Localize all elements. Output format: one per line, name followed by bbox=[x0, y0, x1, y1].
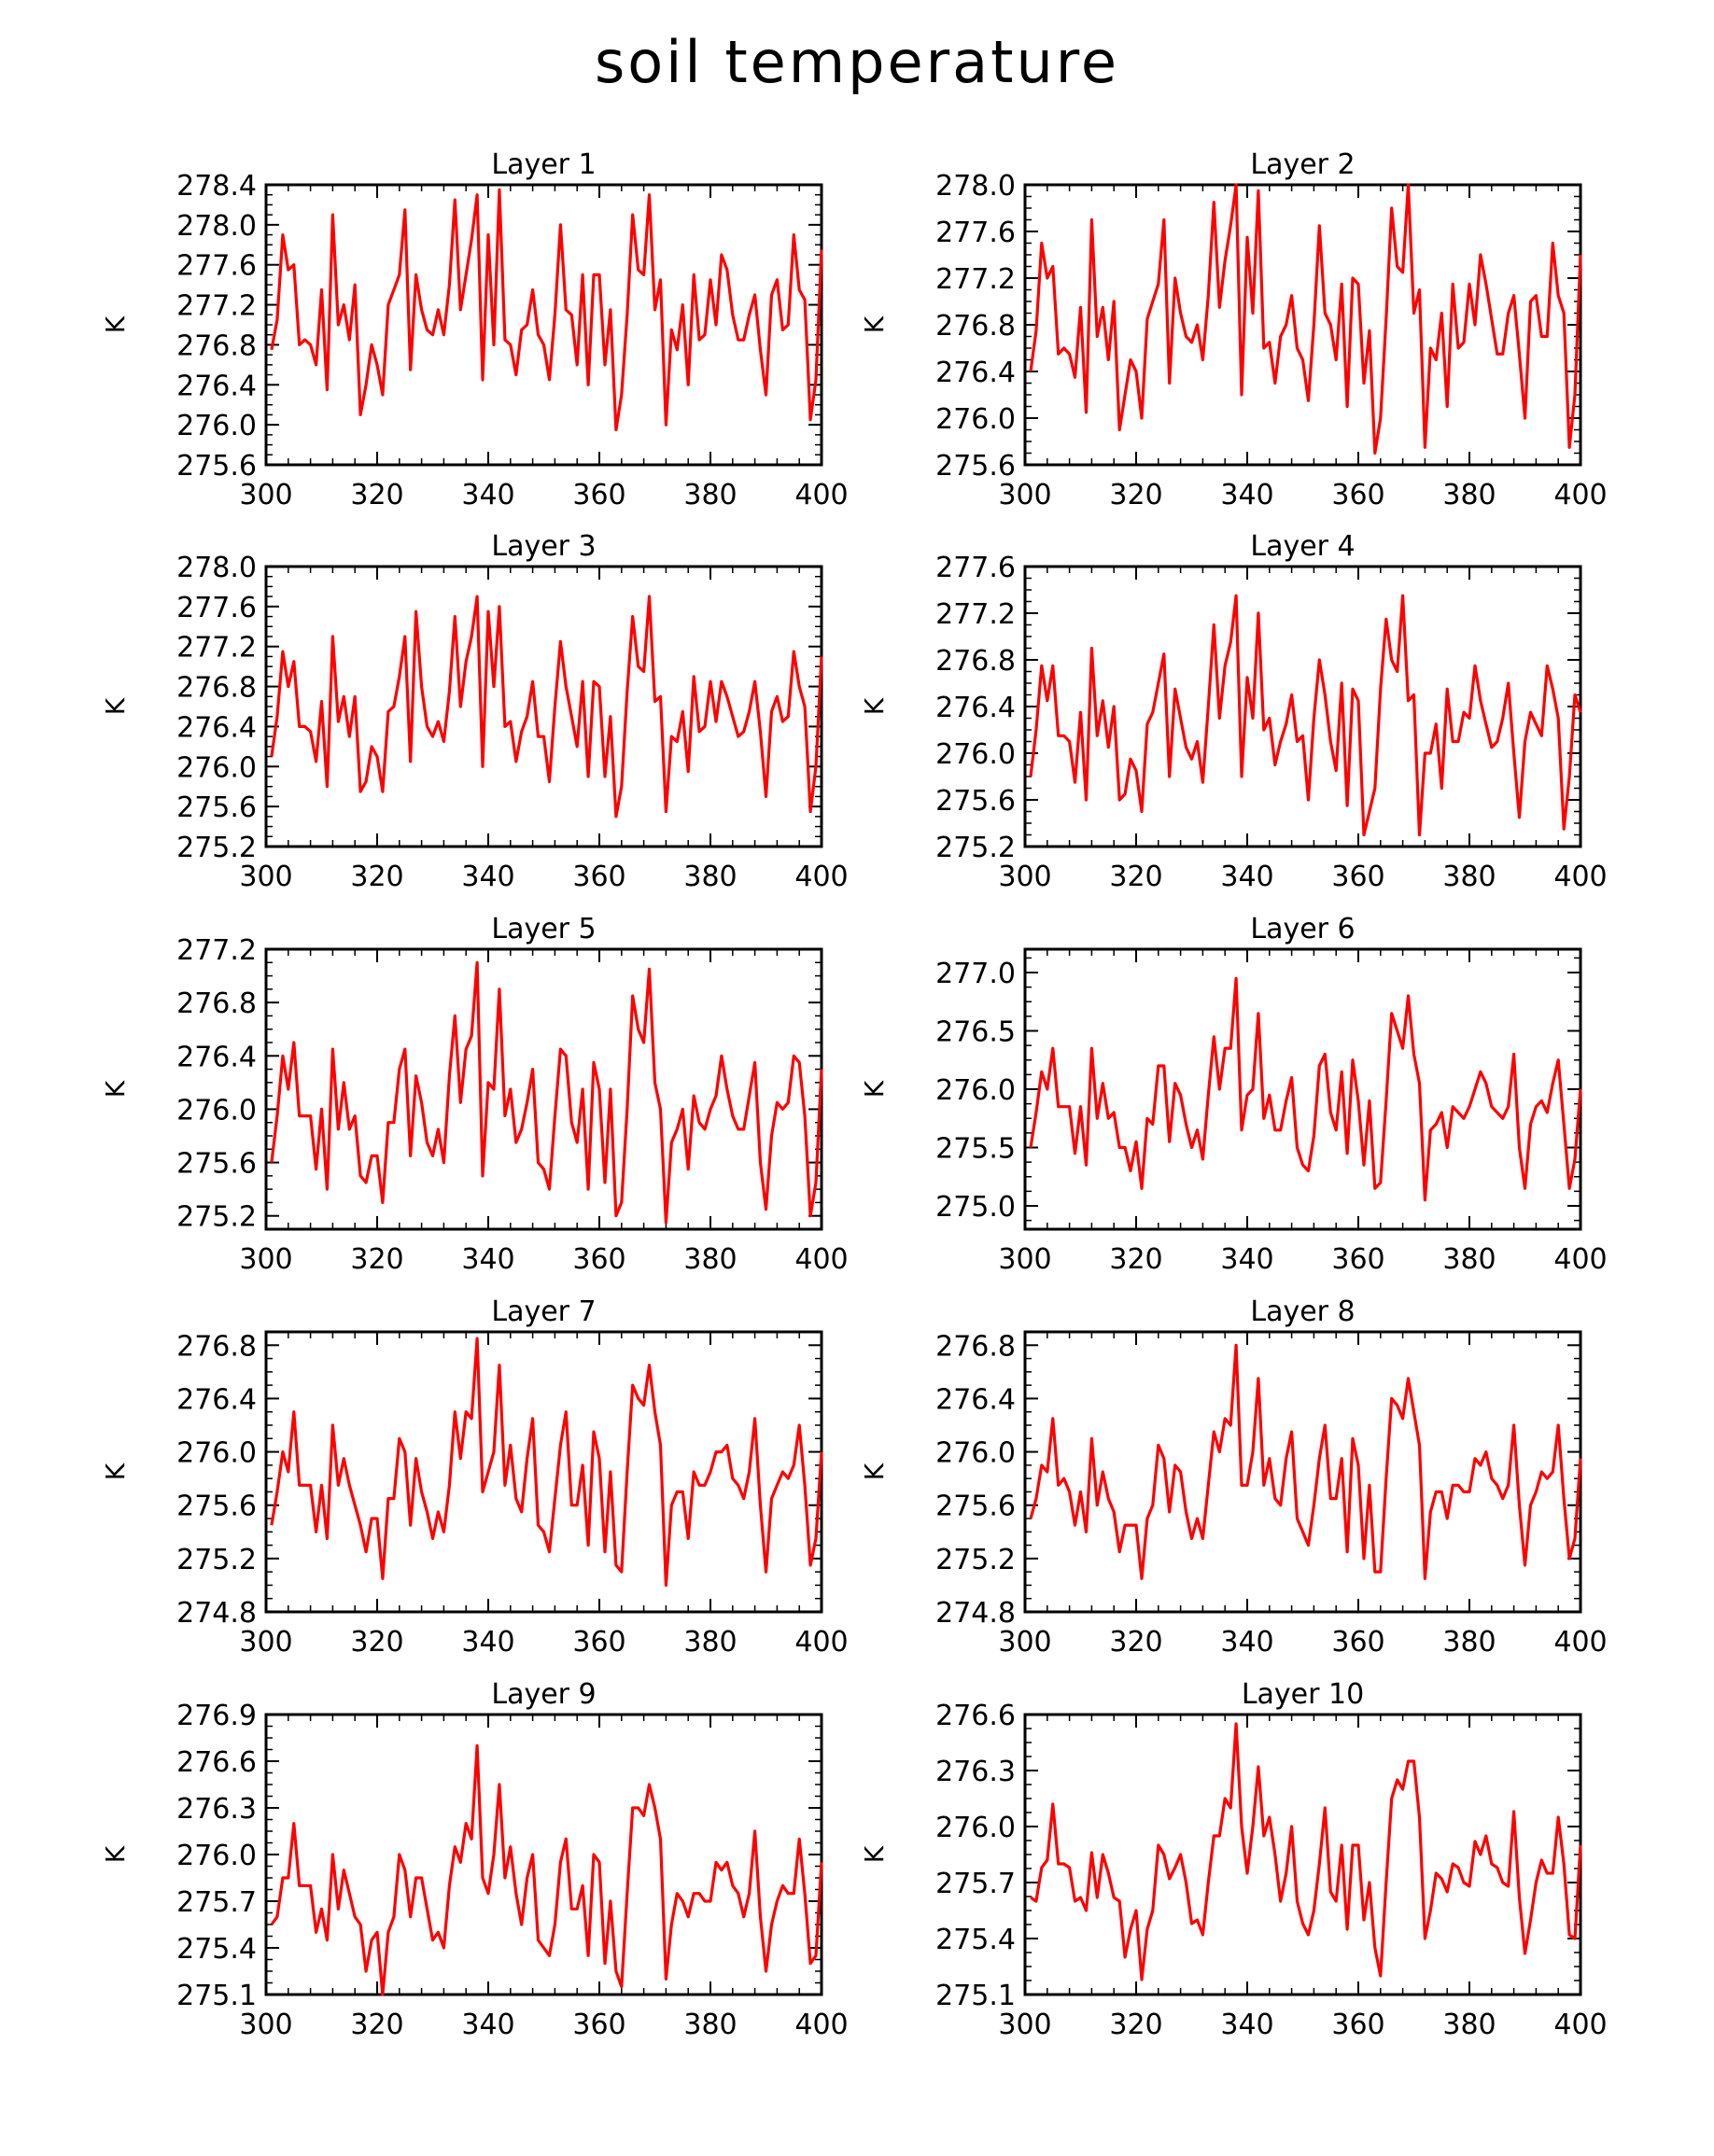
chart-6-xtick-label: 340 bbox=[1220, 1243, 1274, 1276]
chart-1-ytick-label: 278.0 bbox=[176, 209, 257, 243]
chart-3-xtick-label: 380 bbox=[683, 861, 738, 893]
chart-5 bbox=[100, 913, 849, 1276]
chart-7-ytick-label: 276.0 bbox=[176, 1436, 257, 1470]
chart-2-xtick-label: 340 bbox=[1220, 479, 1274, 511]
chart-6-ytick-label: 275.5 bbox=[935, 1132, 1016, 1166]
chart-2-series-line bbox=[1031, 185, 1581, 454]
chart-1-xtick-label: 400 bbox=[794, 479, 849, 511]
chart-5-xtick-label: 340 bbox=[461, 1243, 515, 1276]
chart-7-xtick-label: 400 bbox=[794, 1626, 849, 1659]
chart-10-xtick-label: 360 bbox=[1331, 2009, 1385, 2041]
chart-9-xtick-label: 300 bbox=[239, 2009, 293, 2041]
chart-6-ytick-label: 277.0 bbox=[935, 958, 1016, 990]
chart-3-ytick-label: 278.0 bbox=[176, 552, 257, 584]
chart-3-ytick-label: 277.2 bbox=[176, 631, 257, 665]
chart-7-xtick-label: 320 bbox=[350, 1626, 404, 1659]
chart-5-ytick-label: 275.2 bbox=[176, 1200, 257, 1234]
chart-9-xtick-label: 400 bbox=[794, 2009, 849, 2041]
chart-9-ytick-label: 276.9 bbox=[176, 1700, 257, 1732]
chart-8-ytick-label: 276.4 bbox=[935, 1383, 1016, 1417]
chart-3-xtick-label: 340 bbox=[461, 861, 515, 893]
chart-10-title: Layer 10 bbox=[1241, 1678, 1365, 1711]
chart-7-frame bbox=[266, 1332, 822, 1612]
chart-2-xtick-label: 400 bbox=[1553, 479, 1608, 511]
chart-2-ytick-label: 278.0 bbox=[935, 170, 1016, 203]
chart-8 bbox=[859, 1295, 1608, 1659]
chart-1-ylabel: K bbox=[100, 315, 131, 334]
chart-10-ylabel: K bbox=[859, 1845, 890, 1864]
chart-4-title: Layer 4 bbox=[1250, 530, 1356, 563]
chart-8-xtick-label: 340 bbox=[1220, 1626, 1274, 1659]
chart-7-ytick-label: 274.8 bbox=[176, 1597, 257, 1630]
chart-4-xtick-label: 300 bbox=[998, 861, 1052, 893]
chart-4-xtick-label: 340 bbox=[1220, 861, 1274, 893]
chart-8-ytick-label: 276.8 bbox=[935, 1330, 1016, 1364]
chart-4-ytick-label: 276.8 bbox=[935, 645, 1016, 678]
chart-10-ytick-label: 276.6 bbox=[935, 1700, 1016, 1732]
chart-1-xtick-label: 340 bbox=[461, 479, 515, 511]
chart-3-ytick-label: 277.6 bbox=[176, 591, 257, 624]
chart-2-ytick-label: 276.4 bbox=[935, 357, 1016, 389]
chart-10-ytick-label: 275.1 bbox=[935, 1980, 1016, 2012]
chart-4-xtick-label: 380 bbox=[1442, 861, 1496, 893]
chart-4-ylabel: K bbox=[859, 697, 890, 716]
chart-2-xtick-label: 300 bbox=[998, 479, 1052, 511]
chart-10-frame bbox=[1025, 1715, 1581, 1995]
chart-1-xtick-label: 320 bbox=[350, 479, 404, 511]
chart-2-xtick-label: 380 bbox=[1442, 479, 1496, 511]
chart-9-xtick-label: 380 bbox=[683, 2009, 738, 2041]
chart-1-series-line bbox=[272, 189, 822, 429]
chart-7-ytick-label: 275.6 bbox=[176, 1490, 257, 1523]
chart-9-ytick-label: 276.0 bbox=[176, 1840, 257, 1872]
chart-8-xtick-label: 300 bbox=[998, 1626, 1052, 1659]
chart-8-series-line bbox=[1031, 1345, 1581, 1578]
chart-1-xtick-label: 380 bbox=[683, 479, 738, 511]
chart-4-ytick-label: 275.6 bbox=[935, 785, 1016, 818]
chart-3-xtick-label: 300 bbox=[239, 861, 293, 893]
chart-7-xtick-label: 360 bbox=[572, 1626, 626, 1659]
chart-6-xtick-label: 320 bbox=[1109, 1243, 1163, 1276]
chart-4-ytick-label: 275.2 bbox=[935, 832, 1016, 864]
chart-4-xtick-label: 400 bbox=[1553, 861, 1608, 893]
chart-2-xtick-label: 320 bbox=[1109, 479, 1163, 511]
chart-6-ylabel: K bbox=[859, 1080, 890, 1099]
chart-10-ytick-label: 275.4 bbox=[935, 1924, 1016, 1956]
chart-6-ytick-label: 276.5 bbox=[935, 1015, 1016, 1049]
chart-8-ylabel: K bbox=[859, 1463, 890, 1481]
chart-6-series-line bbox=[1031, 978, 1581, 1199]
chart-10 bbox=[859, 1678, 1608, 2041]
chart-3-ytick-label: 275.2 bbox=[176, 832, 257, 864]
chart-8-frame bbox=[1025, 1332, 1581, 1612]
chart-8-ytick-label: 275.2 bbox=[935, 1543, 1016, 1576]
chart-3-frame bbox=[266, 567, 822, 847]
chart-6-ytick-label: 276.0 bbox=[935, 1074, 1016, 1107]
chart-4-ytick-label: 277.2 bbox=[935, 598, 1016, 631]
chart-8-ytick-label: 274.8 bbox=[935, 1597, 1016, 1630]
chart-4-ytick-label: 277.6 bbox=[935, 552, 1016, 584]
chart-8-xtick-label: 360 bbox=[1331, 1626, 1385, 1659]
chart-9-frame bbox=[266, 1715, 822, 1995]
chart-7 bbox=[100, 1295, 849, 1659]
chart-4-ytick-label: 276.0 bbox=[935, 738, 1016, 771]
chart-5-ytick-label: 276.8 bbox=[176, 987, 257, 1021]
chart-6-xtick-label: 300 bbox=[998, 1243, 1052, 1276]
chart-5-xtick-label: 300 bbox=[239, 1243, 293, 1276]
chart-3-xtick-label: 400 bbox=[794, 861, 849, 893]
chart-9-xtick-label: 340 bbox=[461, 2009, 515, 2041]
chart-4 bbox=[859, 530, 1608, 893]
chart-6-xtick-label: 360 bbox=[1331, 1243, 1385, 1276]
chart-9-ytick-label: 276.6 bbox=[176, 1746, 257, 1779]
chart-8-xtick-label: 380 bbox=[1442, 1626, 1496, 1659]
chart-2-ytick-label: 277.6 bbox=[935, 217, 1016, 249]
chart-6-xtick-label: 400 bbox=[1553, 1243, 1608, 1276]
chart-10-xtick-label: 400 bbox=[1553, 2009, 1608, 2041]
chart-10-xtick-label: 380 bbox=[1442, 2009, 1496, 2041]
chart-9 bbox=[100, 1678, 849, 2041]
chart-3-xtick-label: 360 bbox=[572, 861, 626, 893]
chart-5-series-line bbox=[272, 962, 822, 1223]
chart-4-ytick-label: 276.4 bbox=[935, 692, 1016, 724]
chart-8-ytick-label: 276.0 bbox=[935, 1436, 1016, 1470]
chart-1-xtick-label: 360 bbox=[572, 479, 626, 511]
chart-9-series-line bbox=[272, 1745, 822, 1995]
chart-7-series-line bbox=[272, 1338, 822, 1585]
chart-1-xtick-label: 300 bbox=[239, 479, 293, 511]
chart-7-ytick-label: 276.4 bbox=[176, 1383, 257, 1417]
chart-2-xtick-label: 360 bbox=[1331, 479, 1385, 511]
chart-4-series-line bbox=[1031, 595, 1581, 834]
chart-1-ytick-label: 277.6 bbox=[176, 249, 257, 283]
chart-3-series-line bbox=[272, 596, 822, 817]
chart-6-frame bbox=[1025, 949, 1581, 1229]
chart-10-xtick-label: 340 bbox=[1220, 2009, 1274, 2041]
chart-7-ylabel: K bbox=[100, 1463, 131, 1481]
chart-9-title: Layer 9 bbox=[491, 1678, 597, 1711]
chart-9-xtick-label: 360 bbox=[572, 2009, 626, 2041]
chart-2-ylabel: K bbox=[859, 315, 890, 334]
chart-9-ytick-label: 275.7 bbox=[176, 1886, 257, 1919]
chart-6-xtick-label: 380 bbox=[1442, 1243, 1496, 1276]
figure-title: soil temperature bbox=[594, 28, 1120, 96]
chart-3-ytick-label: 276.4 bbox=[176, 711, 257, 745]
chart-5-xtick-label: 380 bbox=[683, 1243, 738, 1276]
chart-10-ytick-label: 276.3 bbox=[935, 1756, 1016, 1788]
chart-8-xtick-label: 400 bbox=[1553, 1626, 1608, 1659]
chart-5-ytick-label: 277.2 bbox=[176, 934, 257, 967]
chart-8-xtick-label: 320 bbox=[1109, 1626, 1163, 1659]
chart-5-ylabel: K bbox=[100, 1080, 131, 1099]
chart-6-title: Layer 6 bbox=[1250, 913, 1356, 945]
chart-7-ytick-label: 275.2 bbox=[176, 1543, 257, 1576]
chart-7-xtick-label: 380 bbox=[683, 1626, 738, 1659]
chart-7-xtick-label: 300 bbox=[239, 1626, 293, 1659]
chart-3-ytick-label: 276.8 bbox=[176, 671, 257, 705]
chart-5-ytick-label: 275.6 bbox=[176, 1147, 257, 1181]
chart-2-ytick-label: 276.8 bbox=[935, 310, 1016, 343]
chart-10-ytick-label: 276.0 bbox=[935, 1812, 1016, 1844]
chart-10-xtick-label: 300 bbox=[998, 2009, 1052, 2041]
chart-2-ytick-label: 276.0 bbox=[935, 403, 1016, 436]
chart-4-frame bbox=[1025, 567, 1581, 847]
chart-5-frame bbox=[266, 949, 822, 1229]
chart-5-xtick-label: 400 bbox=[794, 1243, 849, 1276]
chart-2-ytick-label: 275.6 bbox=[935, 450, 1016, 483]
chart-9-ytick-label: 276.3 bbox=[176, 1793, 257, 1826]
chart-3-ytick-label: 275.6 bbox=[176, 791, 257, 825]
chart-6 bbox=[859, 913, 1608, 1276]
chart-1 bbox=[100, 148, 849, 511]
chart-3-xtick-label: 320 bbox=[350, 861, 404, 893]
chart-2 bbox=[859, 148, 1608, 511]
chart-3-title: Layer 3 bbox=[491, 530, 597, 563]
chart-7-title: Layer 7 bbox=[491, 1295, 597, 1328]
chart-1-ytick-label: 278.4 bbox=[176, 170, 257, 203]
chart-10-xtick-label: 320 bbox=[1109, 2009, 1163, 2041]
chart-1-ytick-label: 276.8 bbox=[176, 329, 257, 363]
chart-9-xtick-label: 320 bbox=[350, 2009, 404, 2041]
chart-7-xtick-label: 340 bbox=[461, 1626, 515, 1659]
chart-4-xtick-label: 360 bbox=[1331, 861, 1385, 893]
chart-5-xtick-label: 320 bbox=[350, 1243, 404, 1276]
chart-6-ytick-label: 275.0 bbox=[935, 1191, 1016, 1224]
chart-3-ylabel: K bbox=[100, 697, 131, 716]
chart-1-ytick-label: 275.6 bbox=[176, 450, 257, 483]
chart-8-ytick-label: 275.6 bbox=[935, 1490, 1016, 1523]
chart-5-xtick-label: 360 bbox=[572, 1243, 626, 1276]
chart-10-ytick-label: 275.7 bbox=[935, 1868, 1016, 1900]
chart-2-title: Layer 2 bbox=[1250, 148, 1356, 181]
chart-2-frame bbox=[1025, 185, 1581, 465]
chart-3-ytick-label: 276.0 bbox=[176, 751, 257, 785]
chart-9-ytick-label: 275.1 bbox=[176, 1980, 257, 2012]
chart-10-series-line bbox=[1031, 1724, 1581, 1980]
chart-5-title: Layer 5 bbox=[491, 913, 597, 945]
chart-2-ytick-label: 277.2 bbox=[935, 263, 1016, 296]
chart-1-ytick-label: 277.2 bbox=[176, 289, 257, 323]
chart-1-ytick-label: 276.4 bbox=[176, 370, 257, 403]
chart-5-ytick-label: 276.4 bbox=[176, 1041, 257, 1074]
chart-3 bbox=[100, 530, 849, 893]
chart-5-ytick-label: 276.0 bbox=[176, 1094, 257, 1127]
chart-1-title: Layer 1 bbox=[491, 148, 597, 181]
chart-9-ytick-label: 275.4 bbox=[176, 1933, 257, 1966]
chart-7-ytick-label: 276.8 bbox=[176, 1330, 257, 1364]
chart-9-ylabel: K bbox=[100, 1845, 131, 1864]
chart-1-frame bbox=[266, 185, 822, 465]
chart-1-ytick-label: 276.0 bbox=[176, 410, 257, 443]
chart-8-title: Layer 8 bbox=[1250, 1295, 1356, 1328]
chart-4-xtick-label: 320 bbox=[1109, 861, 1163, 893]
